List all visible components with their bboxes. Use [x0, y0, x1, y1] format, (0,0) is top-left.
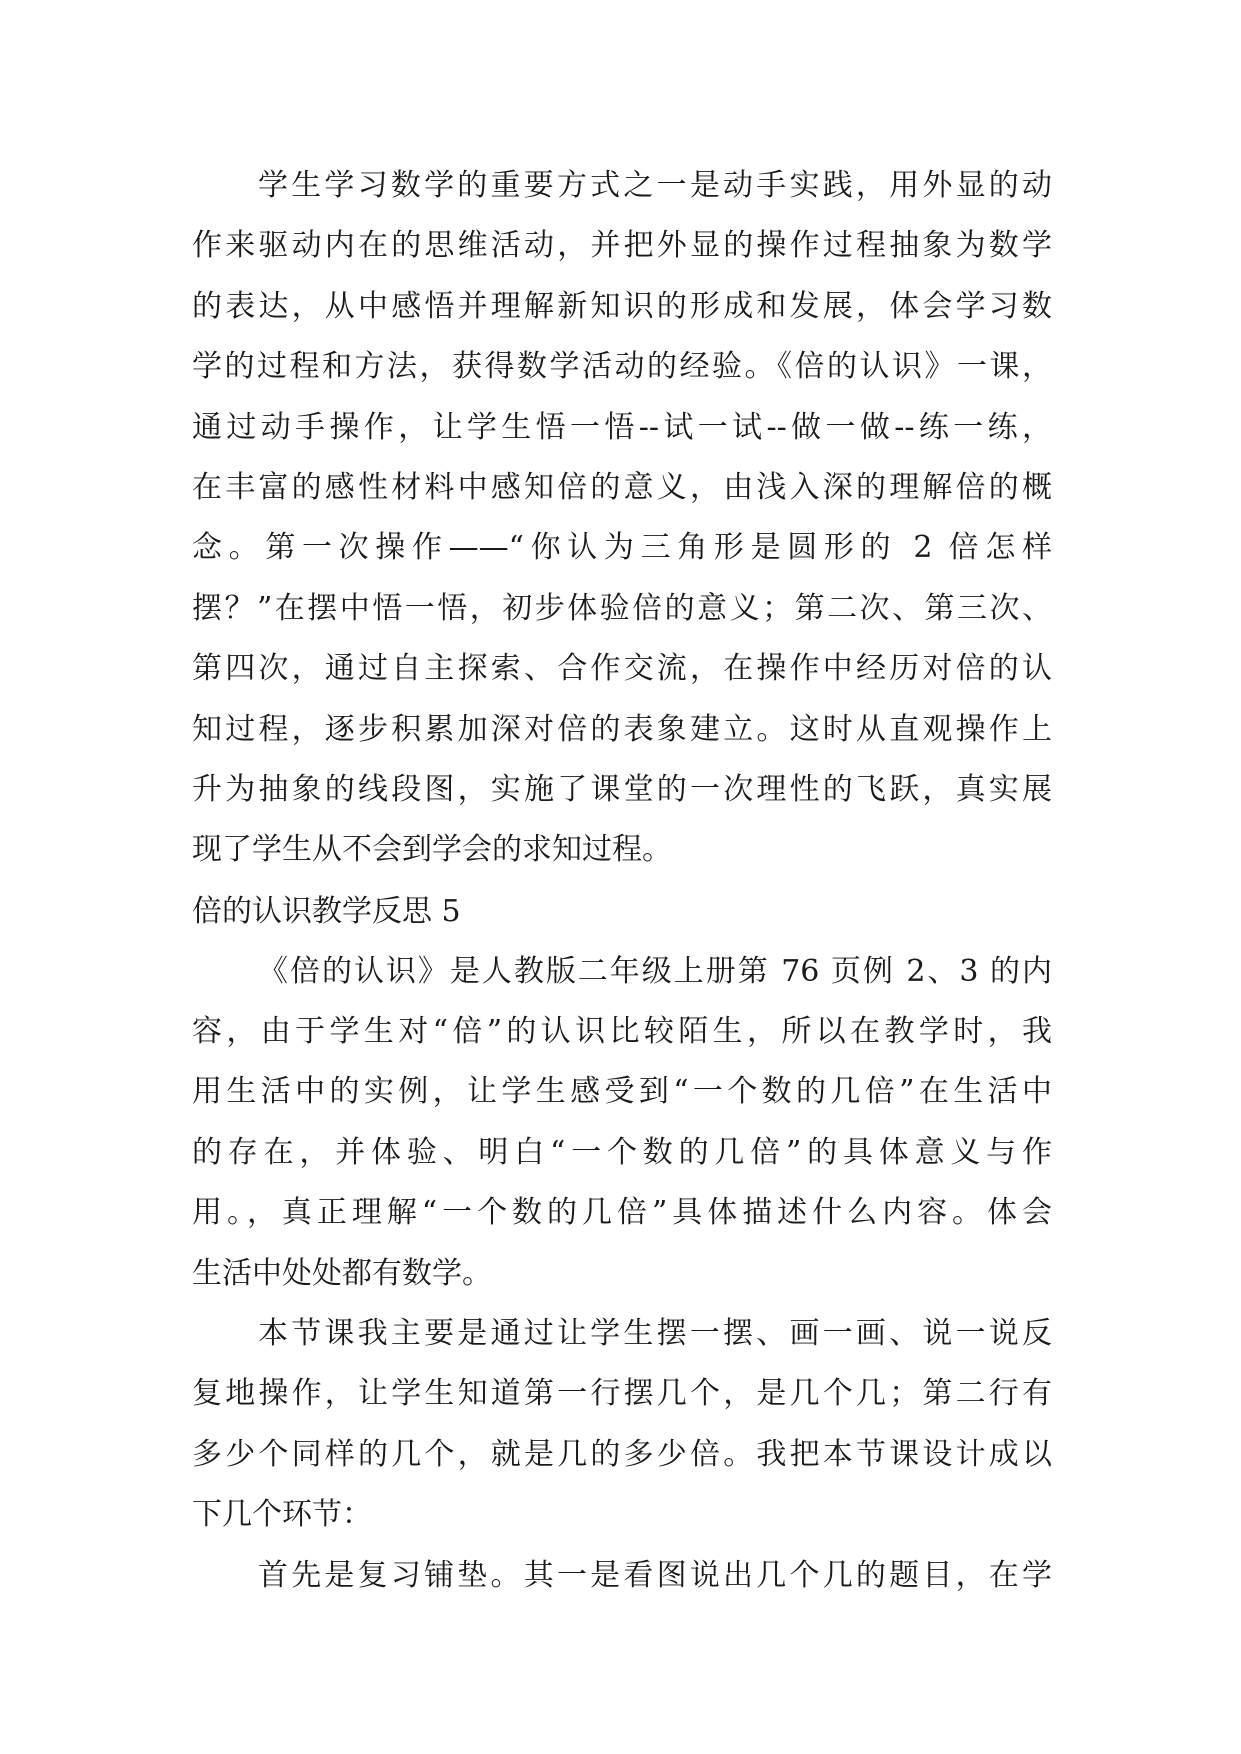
text-line: 的表达，从中感悟并理解新知识的形成和发展，体会学习数	[192, 288, 1052, 324]
text-line: 首先是复习铺垫。其一是看图说出几个几的题目，在学	[258, 1557, 1052, 1593]
text-line: 摆？”在摆中悟一悟，初步体验倍的意义；第二次、第三次、	[192, 590, 1052, 626]
paragraph-1	[192, 156, 1052, 881]
text-line: 升为抽象的线段图，实施了课堂的一次理性的飞跃，真实展	[192, 771, 1052, 807]
text-line: 念。第一次操作——“你认为三角形是圆形的 2 倍怎样	[192, 530, 1052, 566]
text-line: 多少个同样的几个，就是几的多少倍。我把本节课设计成以	[192, 1436, 1052, 1472]
paragraph-2	[192, 942, 1052, 1304]
text-line: 第四次，通过自主探索、合作交流，在操作中经历对倍的认	[192, 651, 1052, 687]
text-line: 学生学习数学的重要方式之一是动手实践，用外显的动	[258, 168, 1052, 203]
text-line: 生活中处处都有数学。	[192, 1255, 492, 1291]
text-line: 用。，真正理解“一个数的几倍”具体描述什么内容。体会	[192, 1195, 1052, 1231]
paragraph-4	[192, 1546, 1052, 1606]
paragraph-3	[192, 1304, 1052, 1546]
text-line: 在丰富的感性材料中感知倍的意义，由浅入深的理解倍的概	[192, 469, 1052, 505]
text-line: 学的过程和方法，获得数学活动的经验。《倍的认识》一课，	[192, 349, 1052, 385]
text-line: 作来驱动内在的思维活动，并把外显的操作过程抽象为数学	[192, 228, 1052, 264]
text-line: 复地操作，让学生知道第一行摆几个，是几个几；第二行有	[192, 1376, 1052, 1412]
text-line: 容，由于学生对“倍”的认识比较陌生，所以在教学时，我	[192, 1014, 1052, 1050]
text-line: 通过动手操作，让学生悟一悟--试一试--做一做--练一练，	[192, 409, 1052, 445]
text-line: 本节课我主要是通过让学生摆一摆、画一画、说一说反	[258, 1316, 1052, 1352]
text-line: 《倍的认识》是人教版二年级上册第 76 页例 2、3 的内	[258, 953, 1052, 989]
text-line: 下几个环节：	[192, 1497, 372, 1533]
document-body	[192, 156, 1052, 1606]
text-line: 用生活中的实例，让学生感受到“一个数的几倍”在生活中	[192, 1074, 1052, 1110]
text-line: 现了学生从不会到学会的求知过程。	[192, 832, 672, 868]
text-line: 的存在，并体验、明白“一个数的几倍”的具体意义与作	[192, 1134, 1052, 1170]
text-line: 知过程，逐步积累加深对倍的表象建立。这时从直观操作上	[192, 711, 1052, 747]
section-heading: 倍的认识教学反思 5	[192, 893, 461, 929]
